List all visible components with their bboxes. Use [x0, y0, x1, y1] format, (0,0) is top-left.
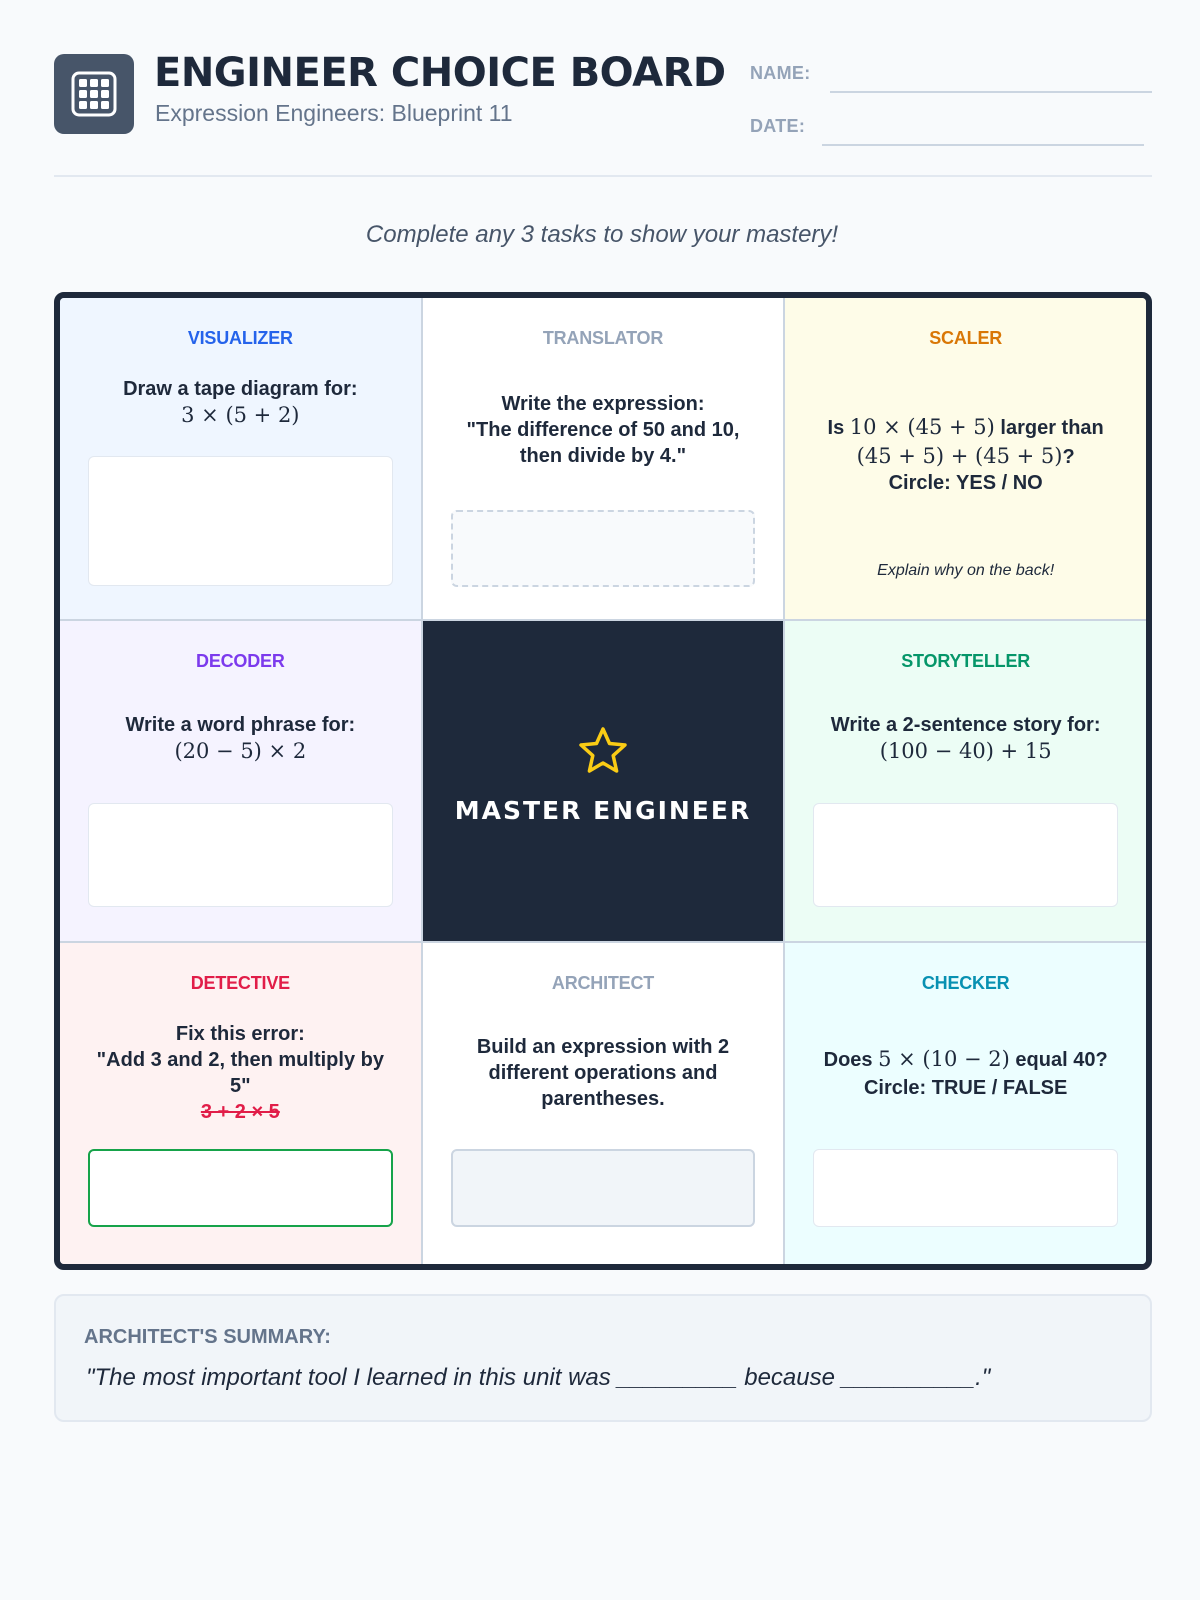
grid-icon	[54, 54, 134, 134]
scaler-prompt-pre: Is	[827, 417, 850, 439]
decoder-math: (20 − 5) × 2	[174, 738, 307, 763]
detective-prompt-line2: "Add 3 and 2, then multiply by 5"	[96, 1049, 384, 1098]
cell-visualizer	[60, 298, 421, 619]
instructions: Complete any 3 tasks to show your mastery!	[365, 221, 839, 248]
scaler-math-2: (45 + 5) + (45 + 5)	[856, 444, 1063, 468]
architect-title: ARCHITECT	[551, 973, 655, 994]
name-field[interactable]	[830, 91, 1152, 93]
cell-checker	[785, 943, 1146, 1264]
scaler-circle-choice[interactable]: Circle: YES / NO	[888, 472, 1043, 494]
page-subtitle: Expression Engineers: Blueprint 11	[155, 100, 513, 126]
storyteller-title: STORYTELLER	[901, 650, 1031, 671]
summary-sentence[interactable]: "The most important tool I learned in this unit was _________ because __________."	[86, 1364, 991, 1391]
scaler-prompt-mid: larger than	[994, 417, 1104, 439]
translator-prompt-line1: Write the expression:	[501, 393, 705, 415]
translator-prompt	[459, 391, 748, 469]
visualizer-prompt	[84, 376, 397, 428]
decoder-prompt-text: Write a word phrase for:	[125, 713, 356, 736]
visualizer-answer-box[interactable]	[88, 456, 393, 586]
storyteller-math: (100 − 40) + 15	[879, 738, 1052, 763]
choice-board	[54, 292, 1152, 1270]
detective-answer-box[interactable]	[88, 1149, 393, 1227]
detective-error-expression: 3 + 2 × 5	[200, 1101, 280, 1124]
decoder-prompt	[84, 712, 397, 764]
page-title: ENGINEER CHOICE BOARD	[154, 50, 726, 96]
scaler-math-1: 10 × (45 + 5)	[849, 415, 995, 439]
decoder-answer-box[interactable]	[88, 803, 393, 907]
scaler-note: Explain why on the back!	[877, 562, 1055, 579]
visualizer-math: 3 × (5 + 2)	[181, 403, 300, 427]
star-icon	[577, 725, 629, 777]
cell-translator	[423, 298, 784, 619]
architect-answer-box[interactable]	[451, 1149, 756, 1227]
translator-prompt-line2: "The difference of 50 and 10, then divide by 4."	[466, 419, 740, 467]
scaler-prompt	[809, 414, 1122, 496]
checker-prompt	[809, 1046, 1122, 1101]
architect-prompt: Build an expression with 2 different operations and parentheses.	[476, 1036, 730, 1111]
detective-title: DETECTIVE	[190, 973, 290, 994]
storyteller-prompt	[809, 712, 1122, 764]
cell-master-engineer	[423, 621, 784, 942]
decoder-title: DECODER	[196, 650, 285, 671]
header-divider	[54, 175, 1152, 177]
cell-storyteller	[785, 621, 1146, 942]
cell-architect	[423, 943, 784, 1264]
checker-circle-choice[interactable]: Circle: TRUE / FALSE	[863, 1077, 1068, 1100]
date-field[interactable]	[822, 144, 1144, 146]
architect-summary	[54, 1294, 1152, 1422]
translator-answer-box[interactable]	[451, 510, 756, 587]
visualizer-title: VISUALIZER	[187, 328, 293, 348]
scaler-title: SCALER	[929, 328, 1003, 348]
cell-scaler	[785, 298, 1146, 619]
visualizer-prompt-text: Draw a tape diagram for:	[123, 378, 358, 400]
checker-prompt-post: equal 40?	[1009, 1049, 1108, 1072]
translator-title: TRANSLATOR	[542, 328, 664, 348]
detective-prompt	[84, 1021, 397, 1125]
master-engineer-label: MASTER ENGINEER	[454, 795, 752, 825]
date-label: DATE:	[750, 116, 806, 136]
checker-prompt-pre: Does	[823, 1049, 879, 1072]
scaler-question-mark: ?	[1062, 446, 1075, 468]
cell-detective	[60, 943, 421, 1264]
cell-decoder	[60, 621, 421, 942]
storyteller-prompt-text: Write a 2-sentence story for:	[830, 713, 1101, 736]
summary-label: ARCHITECT'S SUMMARY:	[84, 1326, 331, 1348]
checker-answer-box[interactable]	[813, 1149, 1118, 1227]
checker-title: CHECKER	[921, 973, 1010, 994]
storyteller-answer-box[interactable]	[813, 803, 1118, 907]
name-label: NAME:	[750, 63, 811, 83]
checker-math: 5 × (10 − 2)	[878, 1047, 1010, 1072]
detective-prompt-line1: Fix this error:	[175, 1023, 305, 1046]
